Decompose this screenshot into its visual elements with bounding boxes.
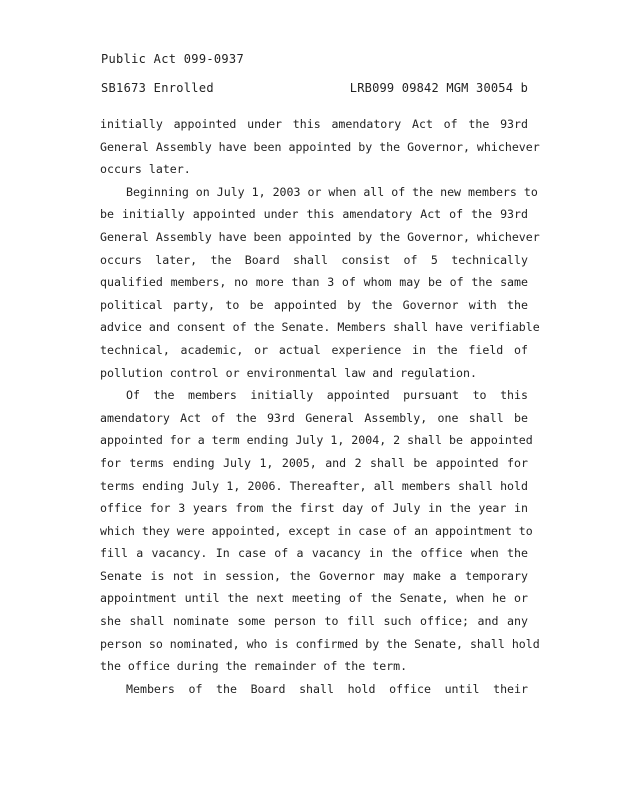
text-line: Senate is not in session, the Governor may make a temporary <box>100 568 528 583</box>
text-line: which they were appointed, except in case of an appointment to <box>100 523 533 538</box>
paragraph-3 <box>100 384 540 678</box>
text-line: terms ending July 1, 2006. Thereafter, all members shall hold <box>100 478 528 493</box>
text-line: amendatory Act of the 93rd General Assembly, one shall be <box>100 410 528 425</box>
body-text <box>100 113 540 700</box>
text-line: for terms ending July 1, 2005, and 2 shall be appointed for <box>100 455 528 470</box>
text-line: the office during the remainder of the term. <box>100 659 408 674</box>
text-line: Of the members initially appointed pursuant to this <box>126 388 528 403</box>
text-line: Beginning on July 1, 2003 or when all of the new members to <box>126 184 538 199</box>
text-line: General Assembly have been appointed by the Governor, whichever <box>100 229 540 244</box>
text-line: appointed for a term ending July 1, 2004, 2 shall be appointed <box>100 433 533 448</box>
text-line: be initially appointed under this amendatory Act of the 93rd <box>100 207 528 222</box>
text-line: advice and consent of the Senate. Members shall have verifiable <box>100 320 540 335</box>
paragraph-1 <box>100 113 540 181</box>
text-line: political party, to be appointed by the Governor with the <box>100 297 528 312</box>
lrb-number: LRB099 09842 MGM 30054 b <box>349 81 528 95</box>
text-line: office for 3 years from the first day of July in the year in <box>100 501 528 516</box>
text-line: technical, academic, or actual experience in the field of <box>100 342 528 357</box>
text-line: General Assembly have been appointed by the Governor, whichever <box>100 139 540 154</box>
public-act-title: Public Act 099-0937 <box>101 52 244 66</box>
text-line: pollution control or environmental law and regulation. <box>100 365 477 380</box>
paragraph-2 <box>100 181 540 384</box>
paragraph-4 <box>100 678 528 701</box>
text-line: occurs later, the Board shall consist of 5 technically <box>100 252 528 267</box>
text-line: person so nominated, who is confirmed by the Senate, shall hold <box>100 636 540 651</box>
text-line: appointment until the next meeting of the Senate, when he or <box>100 591 528 606</box>
text-line: fill a vacancy. In case of a vacancy in the office when the <box>100 546 528 561</box>
text-line: Members of the Board shall hold office until their <box>126 681 528 696</box>
text-line: she shall nominate some person to fill such office; and any <box>100 614 528 629</box>
bill-number: SB1673 Enrolled <box>101 81 214 95</box>
text-line: initially appointed under this amendatory Act of the 93rd <box>100 117 528 131</box>
text-line: qualified members, no more than 3 of whom may be of the same <box>100 275 528 290</box>
text-line: occurs later. <box>100 162 191 177</box>
